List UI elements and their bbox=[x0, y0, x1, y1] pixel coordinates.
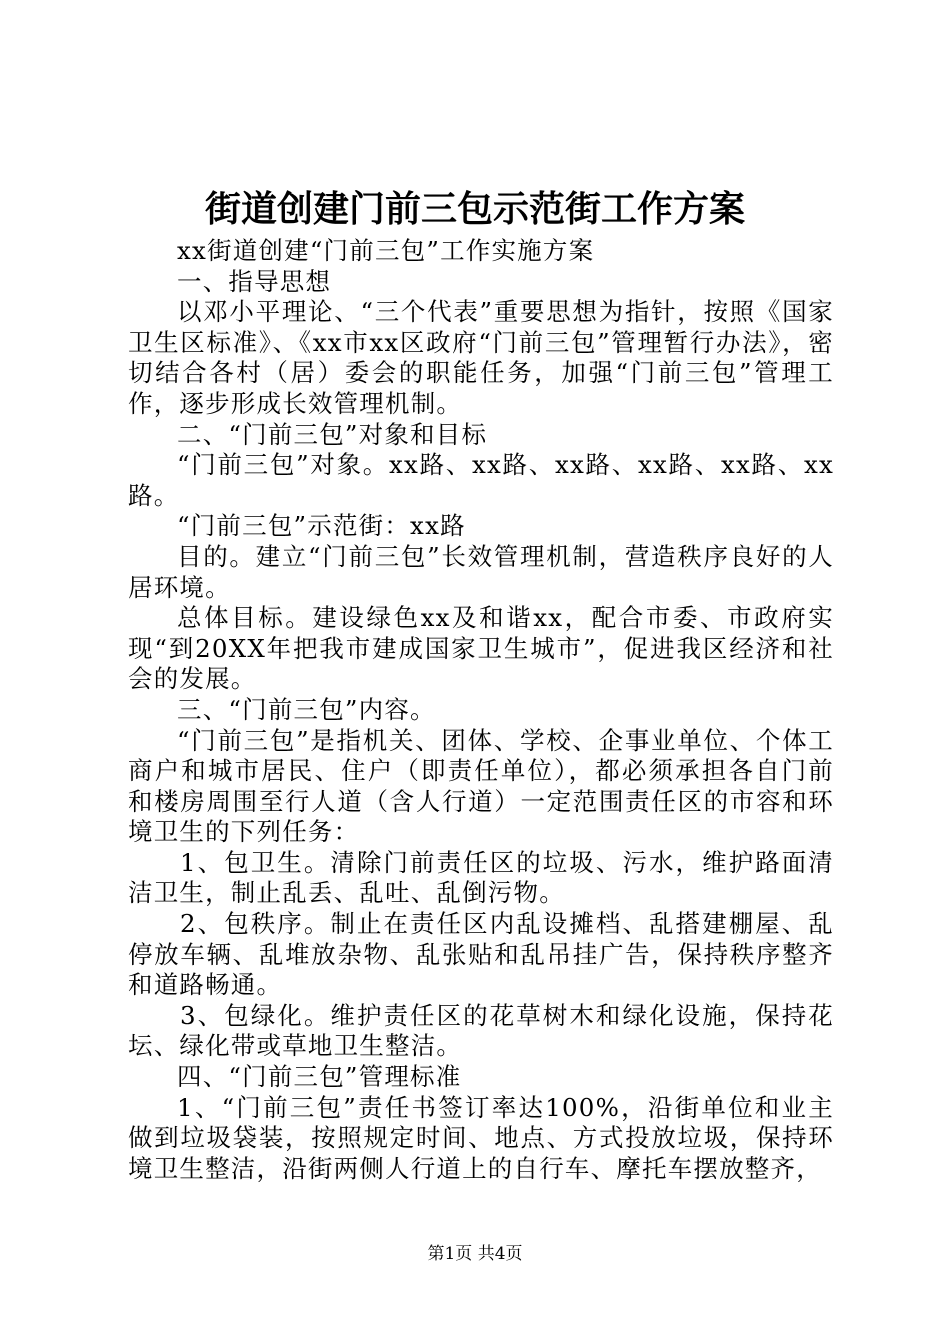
paragraph: 目的。建立“门前三包”长效管理机制，营造秩序良好的人居环境。 bbox=[128, 541, 834, 602]
document-body bbox=[128, 236, 834, 1184]
page-footer: 第1页 共4页 bbox=[427, 1244, 523, 1264]
paragraph: “门前三包”是指机关、团体、学校、企事业单位、个体工商户和城市居民、住户（即责任单位），都必须承担各自门前和楼房周围至行人道（含人行道）一定范围责任区的市容和环境卫生的下列任务： bbox=[128, 725, 834, 847]
section-heading: 四、“门前三包”管理标准 bbox=[177, 1062, 462, 1092]
list-item: 1、“门前三包”责任书签订率达100%，沿街单位和业主做到垃圾袋装，按照规定时间、地点、方式投放垃圾，保持环境卫生整洁，沿街两侧人行道上的自行车、摩托车摆放整齐， bbox=[128, 1092, 834, 1183]
paragraph: 以邓小平理论、“三个代表”重要思想为指针，按照《国家卫生区标准》、《xx市xx区政府“门前三包”管理暂行办法》，密切结合各村（居）委会的职能任务，加强“门前三包”管理工作，逐步形成长效管理机制。 bbox=[128, 297, 834, 418]
paragraph: “门前三包”对象。xx路、xx路、xx路、xx路、xx路、xx路。 bbox=[128, 450, 834, 510]
paragraph: 总体目标。建设绿色xx及和谐xx，配合市委、市政府实现“到20XX年把我市建成国家卫生城市”，促进我区经济和社会的发展。 bbox=[128, 603, 834, 694]
section-heading: 二、“门前三包”对象和目标 bbox=[177, 419, 488, 449]
list-item: 3、包绿化。维护责任区的花草树木和绿化设施，保持花坛、绿化带或草地卫生整洁。 bbox=[128, 1000, 834, 1061]
document-title: 街道创建门前三包示范街工作方案 bbox=[204, 188, 745, 230]
section-heading: 一、指导思想 bbox=[177, 266, 332, 296]
paragraph: xx街道创建“门前三包”工作实施方案 bbox=[177, 236, 595, 265]
paragraph: “门前三包”示范街：xx路 bbox=[177, 511, 466, 541]
list-item: 2、包秩序。制止在责任区内乱设摊档、乱搭建棚屋、乱停放车辆、乱堆放杂物、乱张贴和乱吊挂广告，保持秩序整齐和道路畅通。 bbox=[128, 909, 834, 1000]
list-item: 1、包卫生。清除门前责任区的垃圾、污水，维护路面清洁卫生，制止乱丢、乱吐、乱倒污物。 bbox=[128, 847, 834, 908]
section-heading: 三、“门前三包”内容。 bbox=[177, 694, 436, 724]
